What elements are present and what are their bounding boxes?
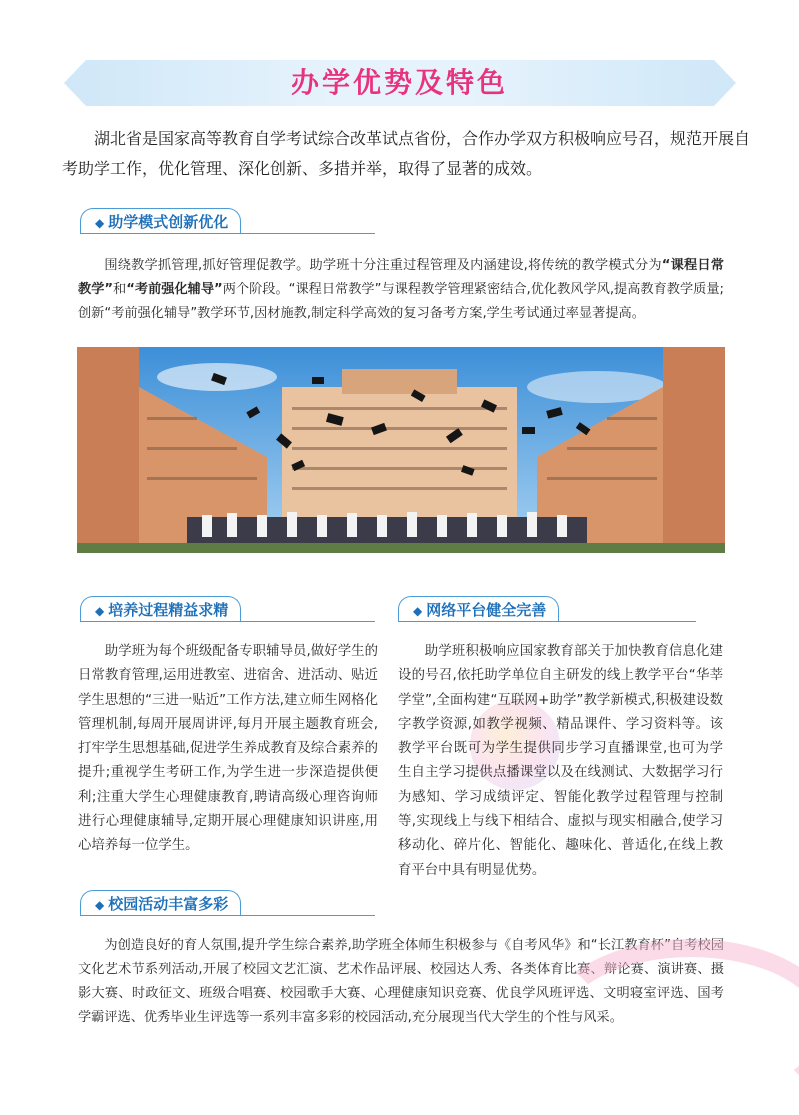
diamond-icon: ◆ bbox=[95, 898, 105, 912]
section-mode-text: 围绕教学抓管理,抓好管理促教学。助学班十分注重过程管理及内涵建设,将传统的教学模式分为“课程日常教学”和“考前强化辅导”两个阶段。“课程日常教学”与课程教学管理紧密结合,优化教风学风,提高教育教学质量;创新“考前强化辅导”教学环节,因材施教,制定科学高效的复习备考方案,学生考试通过率显著提高。 bbox=[78, 258, 724, 321]
section-heading-platform bbox=[398, 596, 559, 622]
diamond-icon: ◆ bbox=[95, 604, 105, 618]
section-heading-process-label: 培养过程精益求精 bbox=[108, 601, 229, 619]
section-campus-text: 为创造良好的育人氛围,提升学生综合素养,助学班全体师生积极参与《自考风华》和“长江教育杯”自考校园文化艺术节系列活动,开展了校园文艺汇演、艺术作品评展、校园达人秀、各类体育比赛、辩论赛、演讲赛、摄影大赛、时政征文、班级合唱赛、校园歌手大赛、心理健康知识竞赛、优良学风班评选、文明寝室评选、国考学霸评选、优秀毕业生评选等一系列丰富多彩的校园活动,充分展现当代大学生的个性与风采。 bbox=[78, 938, 724, 1025]
graduation-photo bbox=[77, 347, 725, 553]
section-heading-process bbox=[80, 596, 241, 622]
section-heading-mode bbox=[80, 208, 241, 234]
section-heading-campus-label: 校园活动丰富多彩 bbox=[108, 895, 229, 913]
diamond-icon: ◆ bbox=[413, 604, 423, 618]
intro-paragraph: 湖北省是国家高等教育自学考试综合改革试点省份，合作办学双方积极响应号召，规范开展自考助学工作，优化管理、深化创新、多措并举，取得了显著的成效。 bbox=[62, 129, 751, 178]
section-underline bbox=[80, 621, 375, 622]
section-heading-mode-label: 助学模式创新优化 bbox=[108, 213, 229, 231]
section-heading-campus bbox=[80, 890, 241, 916]
section-underline bbox=[398, 621, 696, 622]
section-underline bbox=[80, 233, 375, 234]
section-heading-platform-label: 网络平台健全完善 bbox=[426, 601, 547, 619]
section-process-text: 助学班为每个班级配备专职辅导员,做好学生的日常教育管理,运用进教室、进宿舍、进活动、贴近学生思想的“三进一贴近”工作方法,建立师生网格化管理机制,每周开展周讲评,每月开展主题教育班会,打牢学生思想基础,促进学生养成教育及综合素养的提升;重视学生考研工作,为学生进一步深造提供便利;注重大学生心理健康教育,聘请高级心理咨询师进行心理健康辅导,定期开展心理健康知识讲座,用心培养每一位学生。 bbox=[78, 644, 378, 854]
diamond-icon: ◆ bbox=[95, 216, 105, 230]
section-underline bbox=[80, 915, 375, 916]
page-title: 办学优势及特色 bbox=[290, 66, 508, 99]
section-platform-text: 助学班积极响应国家教育部关于加快教育信息化建设的号召,依托助学单位自主研发的线上教学平台“华莘学堂”,全面构建“互联网+助学”教学新模式,积极建设数字教学资源,如教学视频、精品课件、学习资料等。该教学平台既可为学生提供同步学习直播课堂,也可为学生自主学习提供点播课堂以及在线测试、大数据学习行为感知、学习成绩评定、智能化教学过程管理与控制等,实现线上与线下相结合、虚拟与现实相融合,使学习移动化、碎片化、智能化、趣味化、普适化,在线上教育平台中具有明显优势。 bbox=[398, 644, 723, 878]
